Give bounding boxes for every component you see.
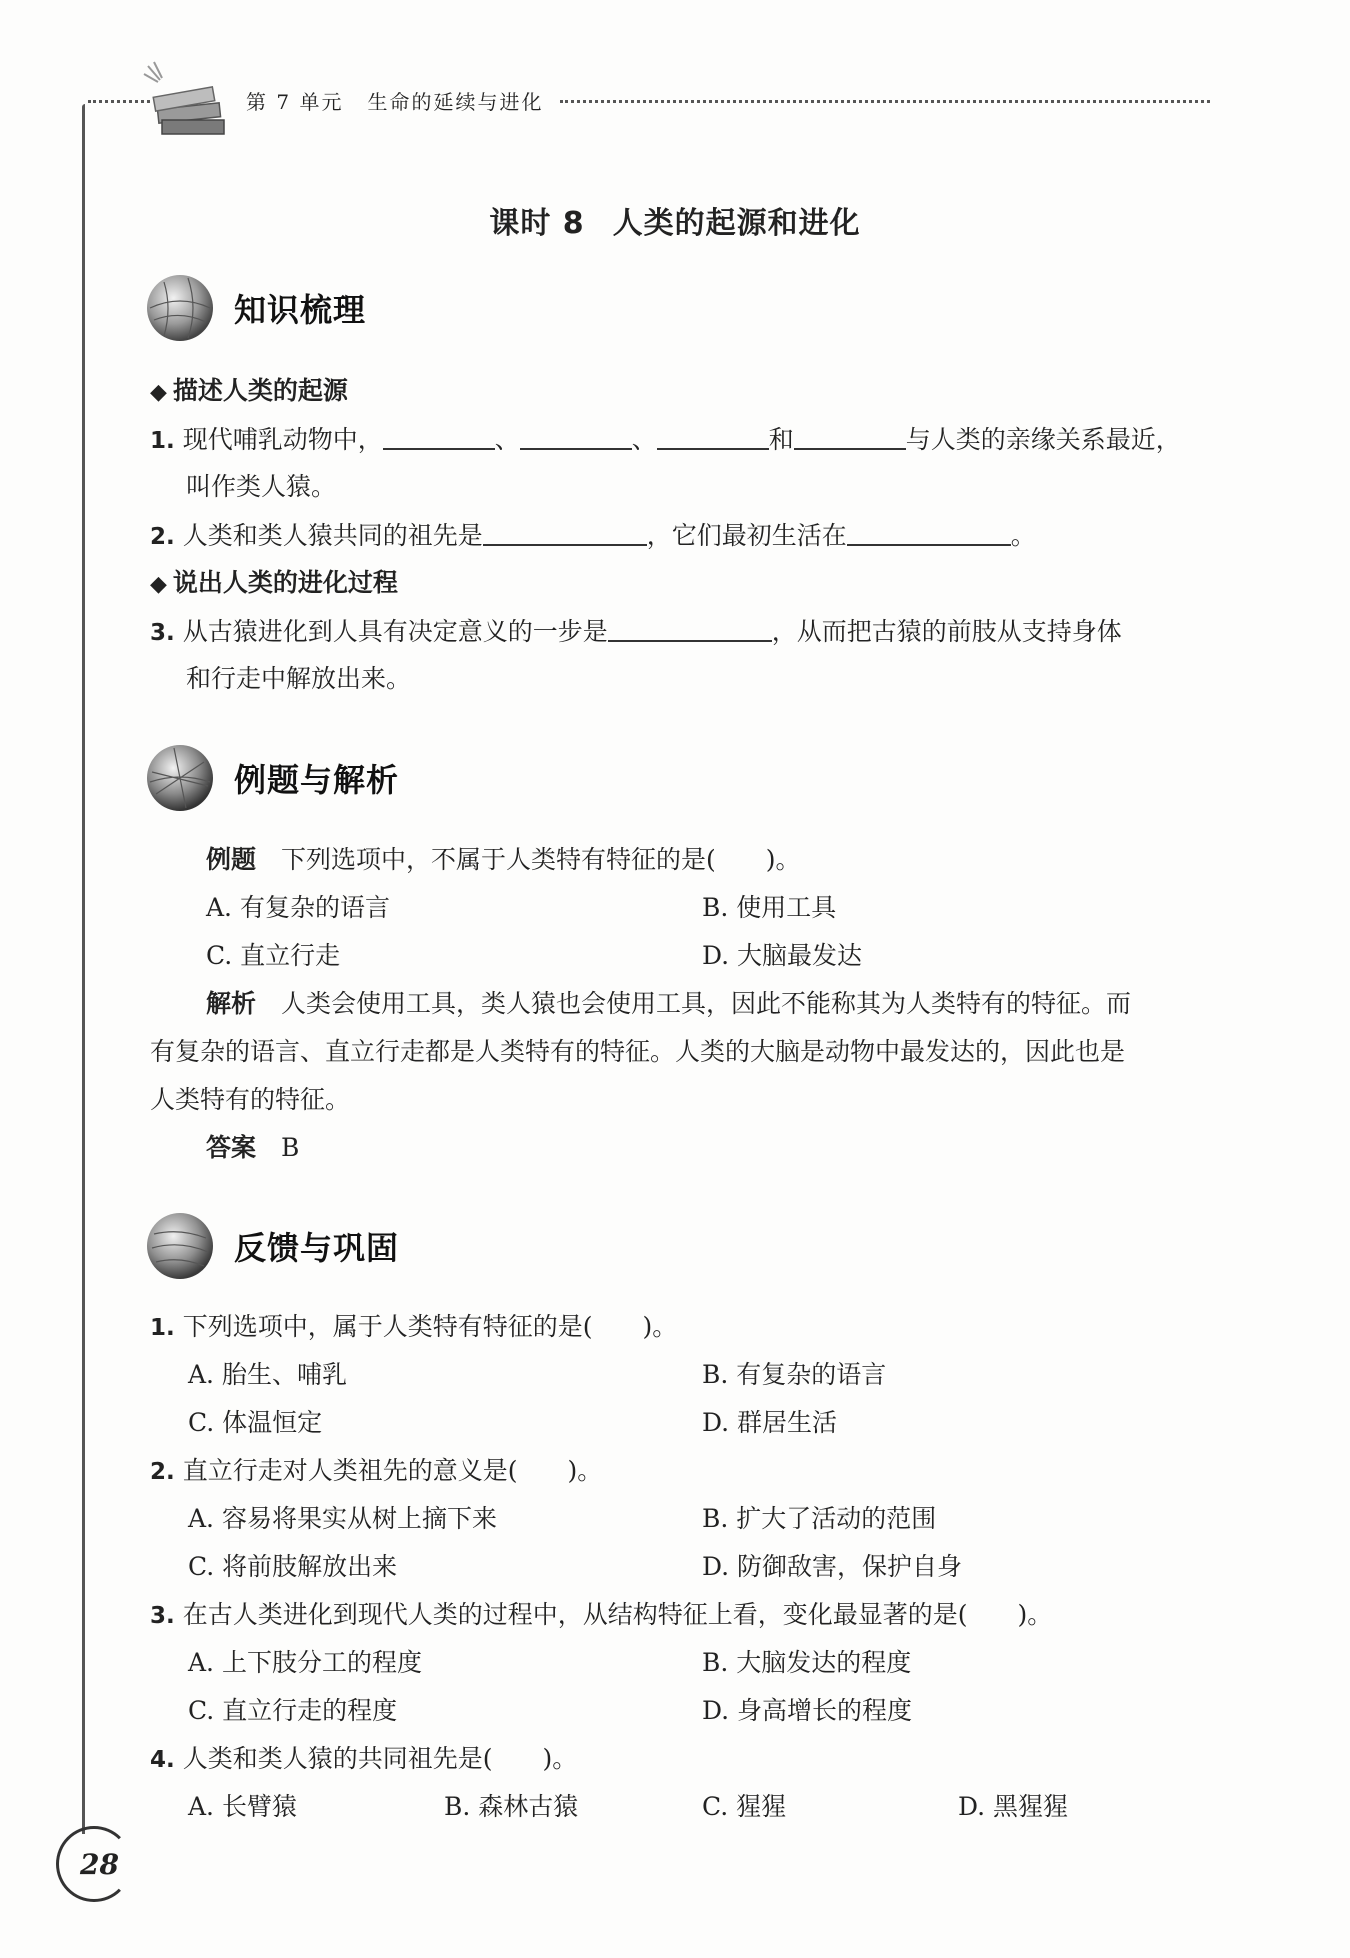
q1-option-a: A. 胎生、哺乳 [188,1360,347,1389]
mc-question-3: 3. 在古人类进化到现代人类的过程中，从结构特征上看，变化最显著的是( )。 [150,1600,1053,1629]
fill-question-1-cont: 叫作类人猿。 [186,472,337,501]
q4-option-a: A. 长臂猿 [188,1792,297,1821]
answer-line: 答案 B [206,1133,300,1162]
section-example [144,742,399,814]
lesson-title [0,198,1350,242]
mc-question-2: 2. 直立行走对人类祖先的意义是( )。 [150,1456,603,1485]
analysis-line-1: 解析 人类会使用工具，类人猿也会使用工具，因此不能称其为人类特有的特征。而 [206,989,1132,1018]
answer-blank[interactable] [608,616,772,642]
q2-option-c: C. 将前肢解放出来 [188,1552,398,1581]
q2-option-b: B. 扩大了活动的范围 [702,1504,937,1533]
header-unit-text [240,86,549,115]
q1-option-c: C. 体温恒定 [188,1408,323,1437]
answer-blank[interactable] [483,520,647,546]
q3-option-c: C. 直立行走的程度 [188,1696,398,1725]
q3-option-b: B. 大脑发达的程度 [702,1648,912,1677]
q4-option-c: C. 猩猩 [702,1792,787,1821]
fill-question-2: 2. 人类和类人猿共同的祖先是 ，它们最初生活在 。 [150,521,1036,550]
answer-blank[interactable] [847,520,1011,546]
answer-blank[interactable] [520,424,632,450]
header-dotted-rule [560,100,1210,103]
diamond-bullet-icon: ◆ [150,380,167,405]
section-knowledge [144,272,366,344]
answer-blank[interactable] [794,424,906,450]
example-option-d: D. 大脑最发达 [702,941,863,970]
example-option-a: A. 有复杂的语言 [206,893,390,922]
page-number: 28 [80,1848,119,1881]
example-option-c: C. 直立行走 [206,941,341,970]
q2-option-a: A. 容易将果实从树上摘下来 [188,1504,497,1533]
analysis-line-3: 人类特有的特征。 [150,1085,351,1114]
q1-option-d: D. 群居生活 [702,1408,838,1437]
topic-evolution: ◆ 说出人类的进化过程 [150,568,398,600]
q3-option-d: D. 身高增长的程度 [702,1696,913,1725]
answer-blank[interactable] [657,424,769,450]
margin-dotted-line [82,104,85,1834]
topic-origin: ◆ 描述人类的起源 [150,376,348,408]
fill-question-3: 3. 从古猿进化到人具有决定意义的一步是 ，从而把古猿的前肢从支持身体 [150,617,1122,646]
unit-label: 第 7 单元 [246,90,344,114]
fill-question-3-cont: 和行走中解放出来。 [186,664,412,693]
fill-question-1: 1. 现代哺乳动物中， 、 、 和 与人类的亲缘关系最近， [150,425,1181,454]
globe-icon [144,1210,216,1282]
unit-title: 生命的延续与进化 [367,90,544,114]
lesson-name: 人类的起源和进化 [612,206,861,241]
q2-option-d: D. 防御敌害，保护自身 [702,1552,963,1581]
section-title-feedback: 反馈与巩固 [234,1229,400,1267]
example-option-b: B. 使用工具 [702,893,837,922]
q4-option-b: B. 森林古猿 [444,1792,579,1821]
q1-option-b: B. 有复杂的语言 [702,1360,887,1389]
section-title-knowledge: 知识梳理 [234,291,367,329]
lesson-number: 课时 8 [489,206,585,241]
q4-option-d: D. 黑猩猩 [958,1792,1069,1821]
section-feedback [144,1210,399,1282]
diamond-bullet-icon: ◆ [150,572,167,597]
globe-icon [144,742,216,814]
globe-icon [144,272,216,344]
section-title-example: 例题与解析 [234,761,400,799]
mc-question-4: 4. 人类和类人猿的共同祖先是( )。 [150,1744,578,1773]
q3-option-a: A. 上下肢分工的程度 [188,1648,422,1677]
books-icon [140,58,240,148]
example-question: 例题 下列选项中，不属于人类特有特征的是( )。 [206,845,801,874]
answer-blank[interactable] [383,424,495,450]
mc-question-1: 1. 下列选项中，属于人类特有特征的是( )。 [150,1312,678,1341]
analysis-line-2: 有复杂的语言、直立行走都是人类特有的特征。人类的大脑是动物中最发达的，因此也是 [150,1037,1126,1066]
